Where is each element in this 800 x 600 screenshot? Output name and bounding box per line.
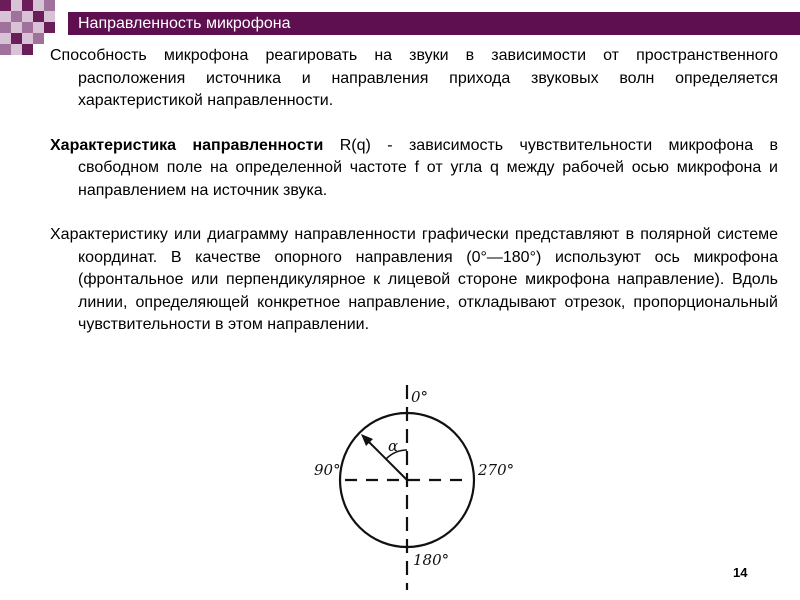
label-0-deg: 0° bbox=[411, 388, 429, 406]
decor-square bbox=[22, 22, 33, 33]
polar-diagram bbox=[300, 380, 530, 595]
paragraph-3-text: Характеристику или диаграмму направленности графически представляют в полярной системе координат. В качестве опорного направления (0°—180°) используют ось микрофона (фронтальное или перпендикулярное к лицевой стороне микрофона направление). Вдоль линии, определяющей конкретное направление, откладывают отрезок, пропорциональный чувствительности в этом направлении. bbox=[50, 226, 778, 333]
decor-square bbox=[44, 0, 55, 11]
slide-body bbox=[50, 45, 778, 359]
decor-square bbox=[22, 33, 33, 44]
decor-square bbox=[44, 22, 55, 33]
decor-square bbox=[11, 33, 22, 44]
decor-square bbox=[11, 0, 22, 11]
decor-square bbox=[11, 44, 22, 55]
decor-square bbox=[33, 22, 44, 33]
decor-square bbox=[22, 11, 33, 22]
decor-square bbox=[0, 22, 11, 33]
paragraph-2 bbox=[50, 135, 778, 203]
paragraph-1 bbox=[50, 45, 778, 113]
label-angle: α bbox=[388, 437, 399, 455]
paragraph-3 bbox=[50, 224, 778, 337]
decor-square bbox=[0, 11, 11, 22]
decor-square bbox=[0, 33, 11, 44]
decor-square bbox=[44, 11, 55, 22]
decor-square bbox=[11, 11, 22, 22]
label-90-deg: 90° bbox=[314, 461, 341, 479]
page-number: 14 bbox=[733, 565, 748, 580]
decor-square bbox=[0, 44, 11, 55]
decor-square bbox=[22, 44, 33, 55]
label-180-deg: 180° bbox=[413, 551, 450, 569]
paragraph-2-text: R(q) - зависимость чувствительности микрофона в свободном поле на определенной частоте f от угла q между рабочей осью микрофона и направлением на источник звука. bbox=[78, 136, 778, 199]
decor-square bbox=[33, 0, 44, 11]
decor-square bbox=[11, 22, 22, 33]
decor-square bbox=[22, 0, 33, 11]
decor-square bbox=[0, 0, 11, 11]
decor-square bbox=[33, 11, 44, 22]
paragraph-1-text: Способность микрофона реагировать на звуки в зависимости от пространственного расположения источника и направления прихода звуковых волн определяется характеристикой направленности. bbox=[50, 47, 778, 109]
paragraph-2-term: Характеристика направленности bbox=[50, 136, 324, 154]
slide-title: Направленность микрофона bbox=[78, 15, 291, 32]
decor-square bbox=[33, 33, 44, 44]
label-270-deg: 270° bbox=[478, 461, 515, 479]
